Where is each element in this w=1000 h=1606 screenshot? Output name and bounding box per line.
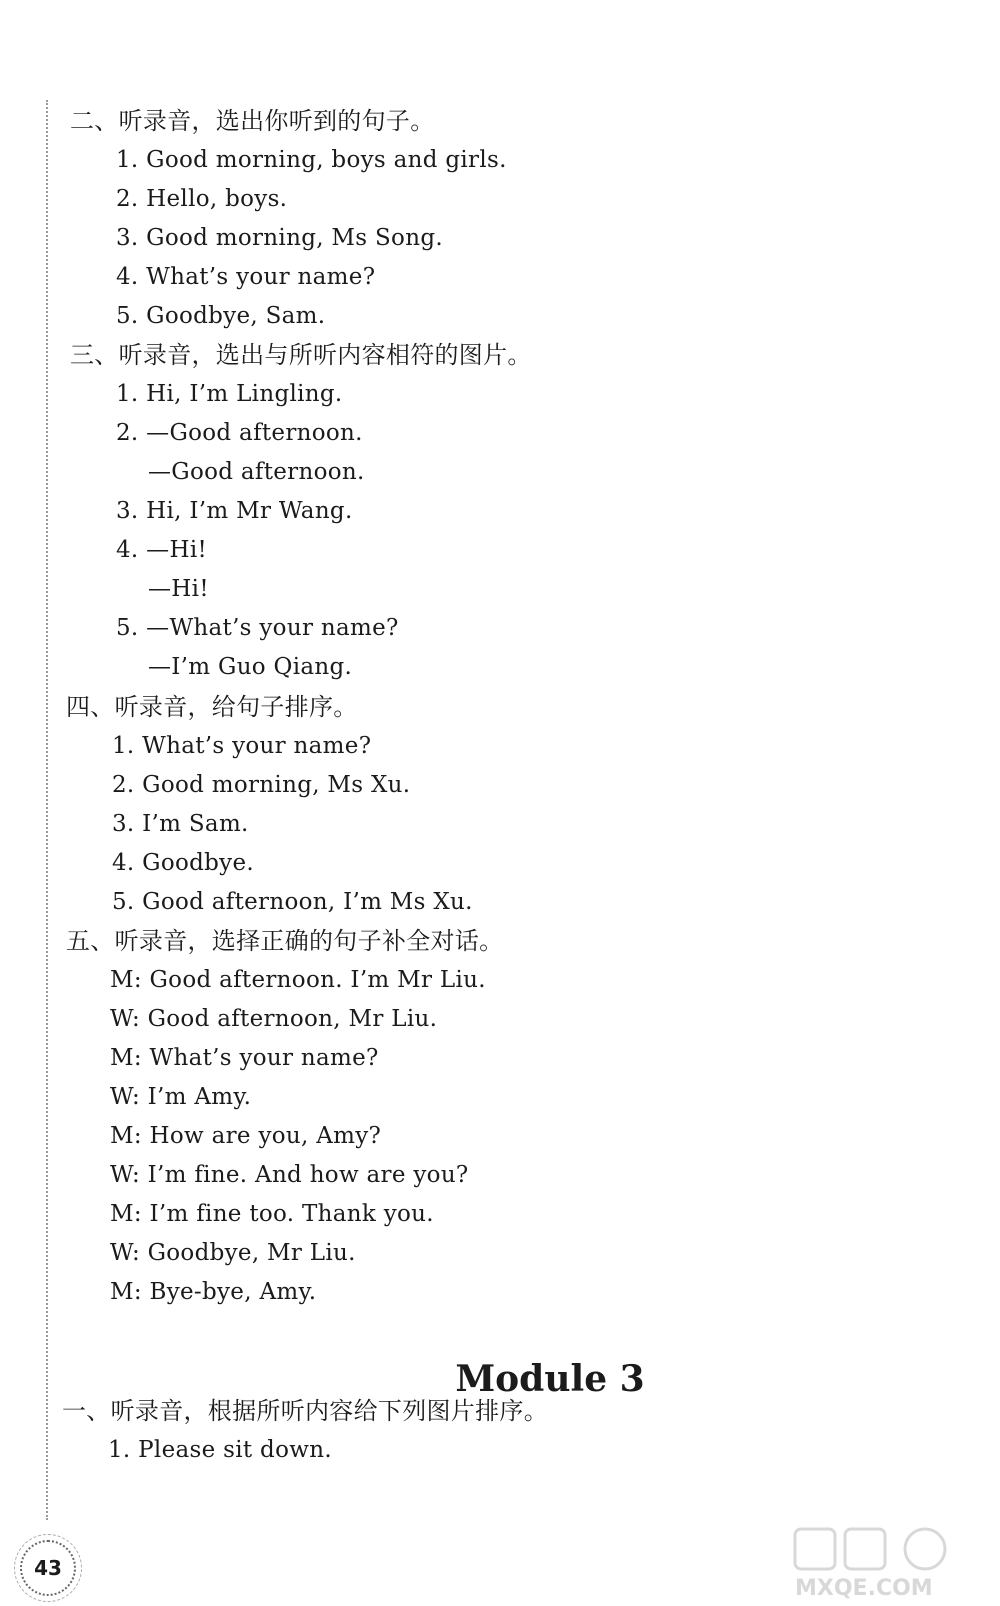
list-item: —Good afternoon. — [148, 459, 365, 485]
list-item: 4. What’s your name? — [116, 264, 376, 290]
dialogue-line: W: Goodbye, Mr Liu. — [110, 1240, 356, 1266]
list-item: 5. Good afternoon, I’m Ms Xu. — [112, 889, 473, 915]
section-2-heading: 二、听录音，选出你听到的句子。 — [70, 107, 435, 135]
list-item: 3. I’m Sam. — [112, 811, 249, 837]
page-number-badge — [20, 1540, 76, 1596]
dialogue-line: M: Good afternoon. I’m Mr Liu. — [110, 967, 486, 993]
list-item: 2. —Good afternoon. — [116, 420, 363, 446]
list-item: —I’m Guo Qiang. — [148, 654, 353, 680]
list-item: 5. —What’s your name? — [116, 615, 399, 641]
binding-margin-line — [46, 100, 48, 1520]
watermark-logo — [790, 1525, 980, 1600]
list-item: 1. Please sit down. — [108, 1437, 332, 1463]
module-section-1-heading: 一、听录音，根据所听内容给下列图片排序。 — [62, 1397, 548, 1425]
list-item: 5. Goodbye, Sam. — [116, 303, 326, 329]
dialogue-line: M: I’m fine too. Thank you. — [110, 1201, 434, 1227]
dialogue-line: M: How are you, Amy? — [110, 1123, 382, 1149]
list-item: 1. Good morning, boys and girls. — [116, 147, 507, 173]
list-item: 2. Good morning, Ms Xu. — [112, 772, 411, 798]
page-number: 43 — [34, 1556, 62, 1580]
list-item: 3. Good morning, Ms Song. — [116, 225, 443, 251]
list-item: —Hi! — [148, 576, 209, 602]
dialogue-line: W: I’m fine. And how are you? — [110, 1162, 469, 1188]
watermark-text: MXQE.COM — [795, 1576, 933, 1600]
dialogue-line: W: I’m Amy. — [110, 1084, 252, 1110]
module-title: Module 3 — [455, 1358, 645, 1400]
watermark-icon — [790, 1525, 980, 1600]
section-4-heading: 四、听录音，给句子排序。 — [66, 693, 358, 721]
dialogue-line: M: What’s your name? — [110, 1045, 379, 1071]
section-5-heading: 五、听录音，选择正确的句子补全对话。 — [66, 927, 504, 955]
section-3-heading: 三、听录音，选出与所听内容相符的图片。 — [70, 341, 532, 369]
list-item: 1. Hi, I’m Lingling. — [116, 381, 343, 407]
list-item: 4. Goodbye. — [112, 850, 254, 876]
dialogue-line: W: Good afternoon, Mr Liu. — [110, 1006, 438, 1032]
list-item: 1. What’s your name? — [112, 733, 372, 759]
list-item: 2. Hello, boys. — [116, 186, 288, 212]
list-item: 4. —Hi! — [116, 537, 208, 563]
dialogue-line: M: Bye-bye, Amy. — [110, 1279, 317, 1305]
list-item: 3. Hi, I’m Mr Wang. — [116, 498, 353, 524]
